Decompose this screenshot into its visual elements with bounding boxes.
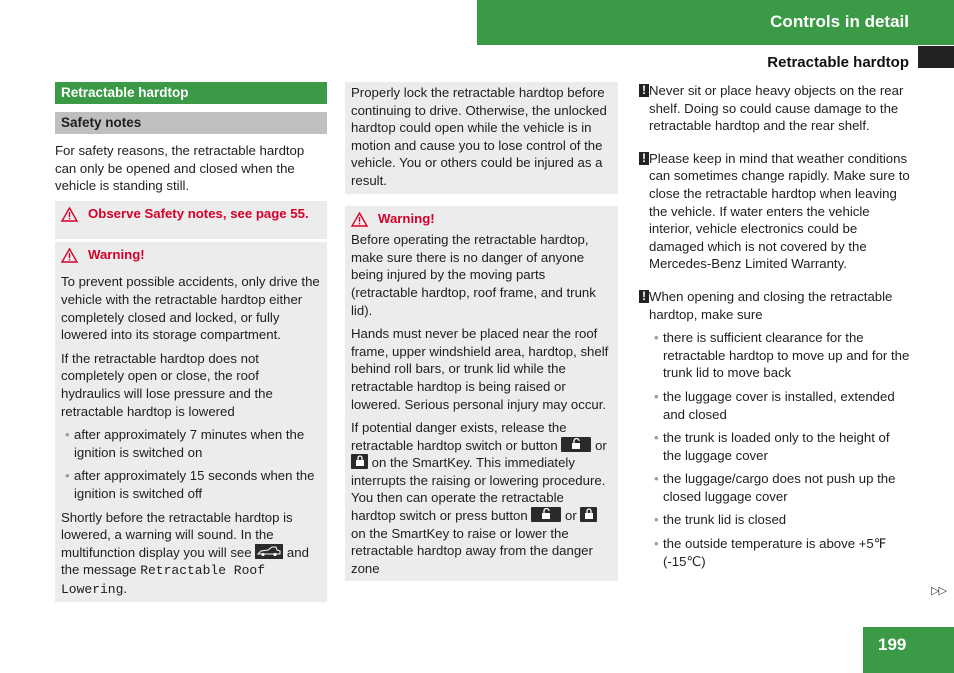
thumb-tab [918, 46, 954, 68]
page-number-box [863, 627, 954, 673]
lock-notice-box [345, 82, 618, 194]
closing-text: . [123, 580, 128, 596]
column-3 [636, 82, 910, 570]
warning-label: Warning! [378, 210, 435, 226]
list-item: • the outside temperature is above +5℉ (-15℃) [650, 535, 910, 570]
column-1 [55, 82, 327, 602]
chapter-title: Controls in detail [770, 12, 909, 31]
warning-text: on the SmartKey. This immediately interrupts the raising or lowering procedure. You then can operate the retractable hardtop switch or press button [351, 455, 606, 524]
observe-note-text: Observe Safety notes, see page 55. [88, 205, 309, 221]
note [636, 288, 910, 323]
note [636, 150, 910, 273]
closing-text: and the message [61, 544, 309, 578]
warning-box [55, 242, 327, 603]
section-subtitle: Retractable hardtop [767, 54, 909, 71]
warning-paragraph: Hands must never be placed near the roof frame, upper windshield area, hardtop, shelf behind roll bars, or trunk lid while the retractable hardtop is being raised or lowered. Serious personal injury may occur. [351, 326, 609, 412]
column-2 [345, 82, 618, 581]
list-item: • the luggage cover is installed, extended and closed [650, 388, 910, 423]
unlock-key-icon [561, 437, 591, 452]
note-text: Never sit or place heavy objects on the rear shelf. Doing so could cause damage to the retractable hardtop and the rear shelf. [649, 83, 904, 134]
warning-paragraph: Before operating the retractable hardtop, make sure there is no danger of anyone being injured by the moving parts (retractable hardtop, roof frame, and trunk lid). [351, 232, 596, 318]
page-number: 199 [878, 635, 907, 654]
warning-paragraph [351, 419, 612, 577]
warning-text: on the SmartKey to raise or lower the retractable hardtop away from the danger zone [351, 525, 593, 576]
unlock-key-icon [531, 507, 561, 522]
list-item: • after approximately 7 minutes when the ignition is switched on [61, 426, 321, 461]
note [636, 82, 910, 135]
warning-text: or [565, 508, 577, 524]
warning-triangle-icon [351, 210, 378, 232]
list-item: • the luggage/cargo does not push up the closed luggage cover [650, 470, 910, 505]
warning-text: or [595, 437, 607, 453]
list-item: • there is sufficient clearance for the retractable hardtop to move up and for the trunk lid to move back [650, 329, 910, 382]
list-item: • after approximately 15 seconds when the ignition is switched off [61, 467, 321, 502]
section-heading: Retractable hardtop [55, 82, 327, 104]
closing-text: Shortly before the retractable hardtop is lowered, a warning will sound. In the multifunction display you will see [61, 509, 293, 560]
note-exclamation-icon [639, 152, 649, 165]
closing-paragraph [61, 509, 321, 599]
subheading-safety-notes: Safety notes [55, 112, 327, 134]
note-text: When opening and closing the retractable hardtop, make sure [649, 288, 893, 322]
lock-notice-text: Properly lock the retractable hardtop before continuing to drive. Otherwise, the unlocked hardtop could open while the vehicle is in motion and cause you to lose control of the vehicle. You or others could be injured as a result. [351, 85, 607, 188]
warning-text: If potential danger exists, release the retractable hardtop switch or button [351, 420, 567, 453]
warning-triangle-icon [61, 246, 88, 268]
warning-paragraph: If the retractable hardtop does not completely open or close, the roof hydraulics will lose pressure and the retractable hardtop is lowered [61, 350, 273, 419]
list-item: • the trunk lid is closed [650, 511, 910, 529]
warning-paragraph: To prevent possible accidents, only drive the vehicle with the retractable hardtop either completely closed and locked, or fully lowered into its storage compartment. [61, 274, 320, 343]
note-exclamation-icon [639, 290, 649, 303]
display-message: Retractable Roof Lowering [61, 563, 266, 597]
list-item: • the trunk is loaded only to the height of the luggage cover [650, 429, 910, 464]
warning-label: Warning! [88, 246, 145, 262]
roadster-display-icon [255, 544, 283, 559]
lock-key-icon [351, 454, 368, 469]
intro-paragraph: For safety reasons, the retractable hardtop can only be opened and closed when the vehicle is standing still. [55, 143, 305, 194]
warning-triangle-icon [61, 205, 88, 227]
note-text: Please keep in mind that weather conditions can sometimes change rapidly. Make sure to close the retractable hardtop when leaving the vehicle. If water enters the vehicle interior, vehicle electronics could be damaged which is not covered by the Mercedes-Benz Limited Warranty. [649, 150, 910, 272]
observe-note-box [55, 201, 327, 239]
note-exclamation-icon [639, 84, 649, 97]
warning-box [345, 206, 618, 582]
continue-marker: ▷▷ [931, 585, 946, 597]
lock-key-icon [580, 507, 597, 522]
